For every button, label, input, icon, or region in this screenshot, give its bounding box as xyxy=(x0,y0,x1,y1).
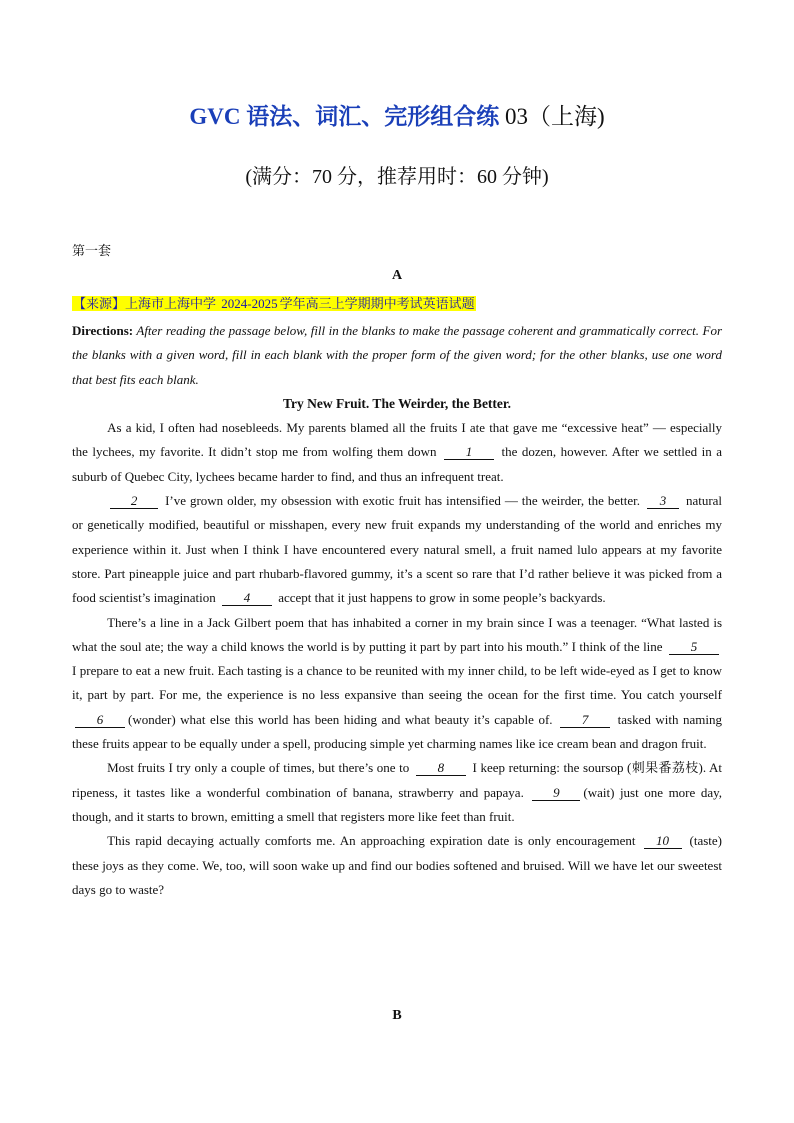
paragraph-text: tasked with naming these fruits appear to be equally under a spell, producing simple yet charming names like ice cream bean and dragon fruit. xyxy=(72,711,722,752)
blank-5: 5 xyxy=(669,639,719,655)
paragraph-text: natural or genetically modified, beautiful or misshapen, every new fruit expands my understanding of the world and enriches my experience within it. Just when I think I have encountered every natural smell, a fruit named lulo appears at my favorite store. Part pineapple juice and part rhubarb-flavored gummy, it’s a scent so rare that I’d rather believe it was picked from a food scientist’s imagination xyxy=(72,493,723,606)
blank-4: 4 xyxy=(222,590,272,606)
paragraph-text: accept that it just happens to grow in some people’s backyards. xyxy=(278,590,606,606)
paragraph-text: I prepare to eat a new fruit. Each tasting is a chance to be reunited with my inner child, to be left wide-eyed as I get to know it, part by part. For me, the experience is no less expansive than seeing the ocean for the first time. You catch yourself xyxy=(72,663,722,703)
paragraph-text: (wait) just one more day, though, and it starts to brown, emitting a smell that registers more like feet than fruit. xyxy=(72,784,722,824)
blank-3: 3 xyxy=(647,493,679,509)
source-suffix: 学年高三上学期期中考试英语试题 xyxy=(279,296,475,311)
section-b-heading: B xyxy=(392,1008,402,1023)
title-number: 03（上海) xyxy=(504,104,605,129)
title-main: GVC 语法、词汇、完形组合练 xyxy=(189,104,500,129)
blank-9: 9 xyxy=(532,785,580,801)
directions-label: Directions: xyxy=(72,323,134,338)
source-year: 2024-2025 xyxy=(221,296,278,311)
set-label: 第一套 xyxy=(72,243,112,258)
blank-7: 7 xyxy=(560,712,610,728)
passage-title: Try New Fruit. The Weirder, the Better. xyxy=(282,395,512,411)
blank-1: 1 xyxy=(444,444,494,460)
directions-text: After reading the passage below, fill in the blanks to make the passage coherent and grammatically correct. For the blanks with a given word, fill in each blank with the proper form of the given word; for the other blanks, use one word that best fits each blank. xyxy=(72,323,723,387)
blank-2: 2 xyxy=(110,493,158,509)
page-subtitle: (满分：70 分，推荐用时：60 分钟) xyxy=(245,166,549,188)
section-a-heading: A xyxy=(391,268,403,283)
paragraph-text: Most fruits I try only a couple of times, but there’s one to xyxy=(107,760,410,776)
paragraph-text: As a kid, I often had nosebleeds. My parents blamed all the fruits I ate that gave me “excessive heat” — especially the lychees, my favorite. It didn’t stop me from wolfing them down xyxy=(72,420,722,460)
source-prefix: 【来源】上海市上海中学 xyxy=(73,296,220,311)
paragraph-text: This rapid decaying actually comforts me. An approaching expiration date is only encouragement xyxy=(107,833,636,849)
paragraph-2 xyxy=(72,489,722,610)
paragraph-text: (taste) these joys as they come. We, too, will soon wake up and find our bodies softened and bruised. Will we have let our sweetest days go to waste? xyxy=(72,833,722,897)
paragraph-text: I’ve grown older, my obsession with exotic fruit has intensified — the weirder, the better. xyxy=(165,493,640,509)
directions xyxy=(72,319,722,392)
source-line xyxy=(72,294,476,314)
page-title xyxy=(0,100,794,134)
blank-6: 6 xyxy=(75,712,125,728)
paragraph-text: I keep returning: the soursop (刺果番荔枝). At ripeness, it tastes like a wonderful combination of banana, strawberry and papaya. xyxy=(72,760,723,800)
blank-8: 8 xyxy=(416,760,466,776)
passage-content xyxy=(72,319,722,902)
paragraph-5 xyxy=(72,829,722,902)
paragraph-4 xyxy=(72,756,722,829)
paragraph-text: (wonder) what else this world has been hiding and what beauty it’s capable of. xyxy=(128,711,553,727)
blank-10: 10 xyxy=(644,833,682,849)
paragraph-3 xyxy=(72,611,722,757)
paragraph-1 xyxy=(72,416,722,489)
paragraph-text: There’s a line in a Jack Gilbert poem that has inhabited a corner in my brain since I was a teenager. “What lasted is what the soul ate; the way a child knows the world is by putting it part by part into his mouth.” I think of the line xyxy=(72,614,722,654)
paragraph-text: the dozen, however. After we settled in a suburb of Quebec City, lychees became harder to find, and thus an infrequent treat. xyxy=(72,444,722,484)
